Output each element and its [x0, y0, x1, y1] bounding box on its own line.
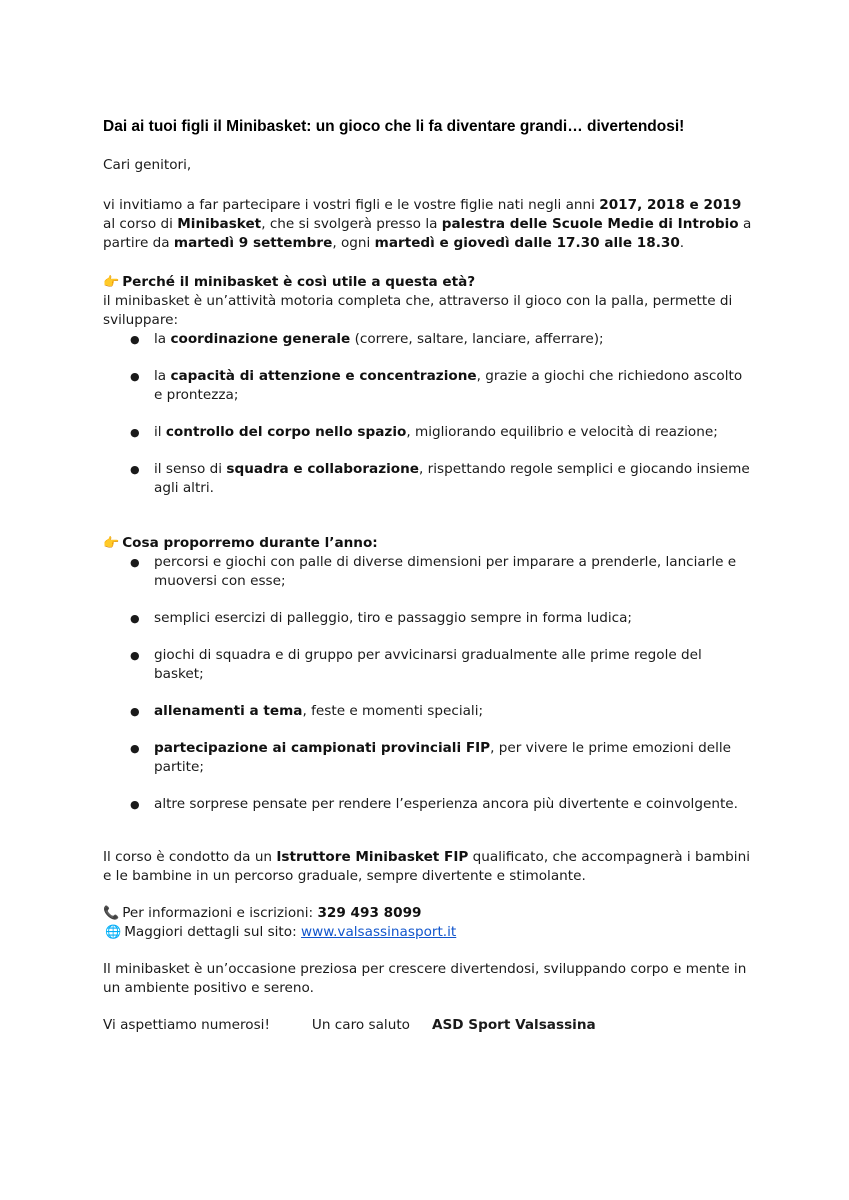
- benefit-text-post: , rispettando regole semplici e giocando insieme agli altri.: [154, 461, 750, 496]
- why-heading: Perché il minibasket è così utile a questa età?: [122, 274, 476, 290]
- activity-text-post: percorsi e giochi con palle di diverse dimensioni per imparare a prenderle, lanciarle e muoversi con esse;: [154, 554, 737, 589]
- closing-paragraph: Il minibasket è un’occasione preziosa per crescere divertendosi, sviluppando corpo e mente in un ambiente positivo e sereno.: [103, 961, 747, 996]
- bullet-icon: ●: [130, 798, 140, 811]
- bullet-icon: ●: [130, 742, 140, 755]
- why-text: il minibasket è un’attività motoria completa che, attraverso il gioco con la palla, permette di sviluppare:: [103, 293, 733, 328]
- benefits-list: [103, 330, 753, 498]
- what-section: [103, 534, 753, 553]
- signoff-greeting: Un caro saluto: [311, 1017, 410, 1033]
- benefit-text-bold: coordinazione generale: [170, 331, 351, 347]
- benefit-text-pre: la: [154, 368, 171, 384]
- benefit-text-bold: controllo del corpo nello spazio: [165, 424, 407, 440]
- benefit-text-post: , migliorando equilibrio e velocità di reazione;: [406, 424, 718, 440]
- benefit-list-item: [103, 367, 753, 405]
- phone-number: 329 493 8099: [317, 905, 422, 921]
- pointing-hand-icon: 👉: [103, 536, 120, 551]
- contact-info: [103, 904, 753, 942]
- bullet-icon: ●: [130, 370, 140, 383]
- benefit-text-post: , grazie a giochi che richiedono ascolto e prontezza;: [154, 368, 743, 403]
- bullet-icon: ●: [130, 426, 140, 439]
- bullet-icon: ●: [130, 612, 140, 625]
- activity-text-post: giochi di squadra e di gruppo per avvicinarsi gradualmente alle prime regole del basket;: [154, 647, 702, 682]
- bullet-icon: ●: [130, 649, 140, 662]
- benefit-text-pre: la: [154, 331, 171, 347]
- activity-list-item: [103, 739, 753, 777]
- course-text-2: qualificato, che accompagnerà i bambini e le bambine in un percorso graduale, sempre divertente e stimolante.: [103, 849, 750, 884]
- activities-list: [103, 553, 753, 814]
- globe-icon: 🌐: [105, 925, 122, 940]
- signoff-organization: ASD Sport Valsassina: [431, 1017, 596, 1033]
- bullet-icon: ●: [130, 333, 140, 346]
- benefit-list-item: [103, 423, 753, 442]
- activity-text-post: , per vivere le prime emozioni delle partite;: [154, 740, 732, 775]
- course-info-paragraph: [103, 848, 753, 886]
- benefit-list-item: [103, 330, 753, 349]
- benefit-text-pre: il: [154, 424, 166, 440]
- activity-text-bold: partecipazione ai campionati provinciali FIP: [154, 740, 491, 756]
- intro-text-3: , che si svolgerà presso la: [261, 216, 442, 232]
- intro-years: 2017, 2018 e 2019: [599, 197, 742, 213]
- benefit-text-bold: squadra e collaborazione: [226, 461, 419, 477]
- intro-text-6: .: [679, 235, 685, 251]
- activity-text-post: , feste e momenti speciali;: [302, 703, 484, 719]
- document-page: [103, 118, 753, 1035]
- why-section: [103, 273, 753, 330]
- activity-list-item: [103, 795, 753, 814]
- intro-schedule: martedì e giovedì dalle 17.30 alle 18.30: [374, 235, 680, 251]
- intro-text-1: vi invitiamo a far partecipare i vostri figli e le vostre figlie nati negli anni: [103, 197, 600, 213]
- benefit-text-bold: capacità di attenzione e concentrazione: [170, 368, 477, 384]
- activity-list-item: [103, 553, 753, 591]
- signoff-invite: Vi aspettiamo numerosi!: [103, 1017, 270, 1033]
- bullet-icon: ●: [130, 705, 140, 718]
- phone-label: Per informazioni e iscrizioni:: [122, 905, 318, 921]
- intro-course: Minibasket: [177, 216, 262, 232]
- bullet-icon: ●: [130, 463, 140, 476]
- intro-place: palestra delle Scuole Medie di Introbio: [441, 216, 739, 232]
- benefit-text-post: (correre, saltare, lanciare, afferrare);: [350, 331, 604, 347]
- instructor-title: Istruttore Minibasket FIP: [276, 849, 469, 865]
- activity-text-bold: allenamenti a tema: [154, 703, 303, 719]
- activity-list-item: [103, 609, 753, 628]
- document-title: Dai ai tuoi figli il Minibasket: un gioco che li fa diventare grandi… divertendosi!: [103, 118, 685, 135]
- intro-text-4: a partire da: [103, 216, 752, 251]
- activity-list-item: [103, 702, 753, 721]
- activity-text-post: altre sorprese pensate per rendere l’esperienza ancora più divertente e coinvolgente.: [154, 796, 738, 812]
- benefit-text-pre: il senso di: [154, 461, 227, 477]
- telephone-icon: 📞: [103, 906, 120, 921]
- bullet-icon: ●: [130, 556, 140, 569]
- greeting: Cari genitori,: [103, 157, 192, 173]
- pointing-hand-icon: 👉: [103, 275, 120, 290]
- intro-start-date: martedì 9 settembre: [173, 235, 333, 251]
- intro-text-2: al corso di: [103, 216, 178, 232]
- intro-text-5: , ogni: [332, 235, 375, 251]
- website-label: Maggiori dettagli sul sito:: [124, 924, 301, 940]
- activity-text-post: semplici esercizi di palleggio, tiro e passaggio sempre in forma ludica;: [154, 610, 632, 626]
- intro-paragraph: [103, 196, 753, 253]
- activity-list-item: [103, 646, 753, 684]
- course-text-1: Il corso è condotto da un: [103, 849, 277, 865]
- website-link[interactable]: www.valsassinasport.it: [300, 924, 457, 940]
- signoff: [103, 1016, 753, 1035]
- what-heading: Cosa proporremo durante l’anno:: [122, 535, 378, 551]
- benefit-list-item: [103, 460, 753, 498]
